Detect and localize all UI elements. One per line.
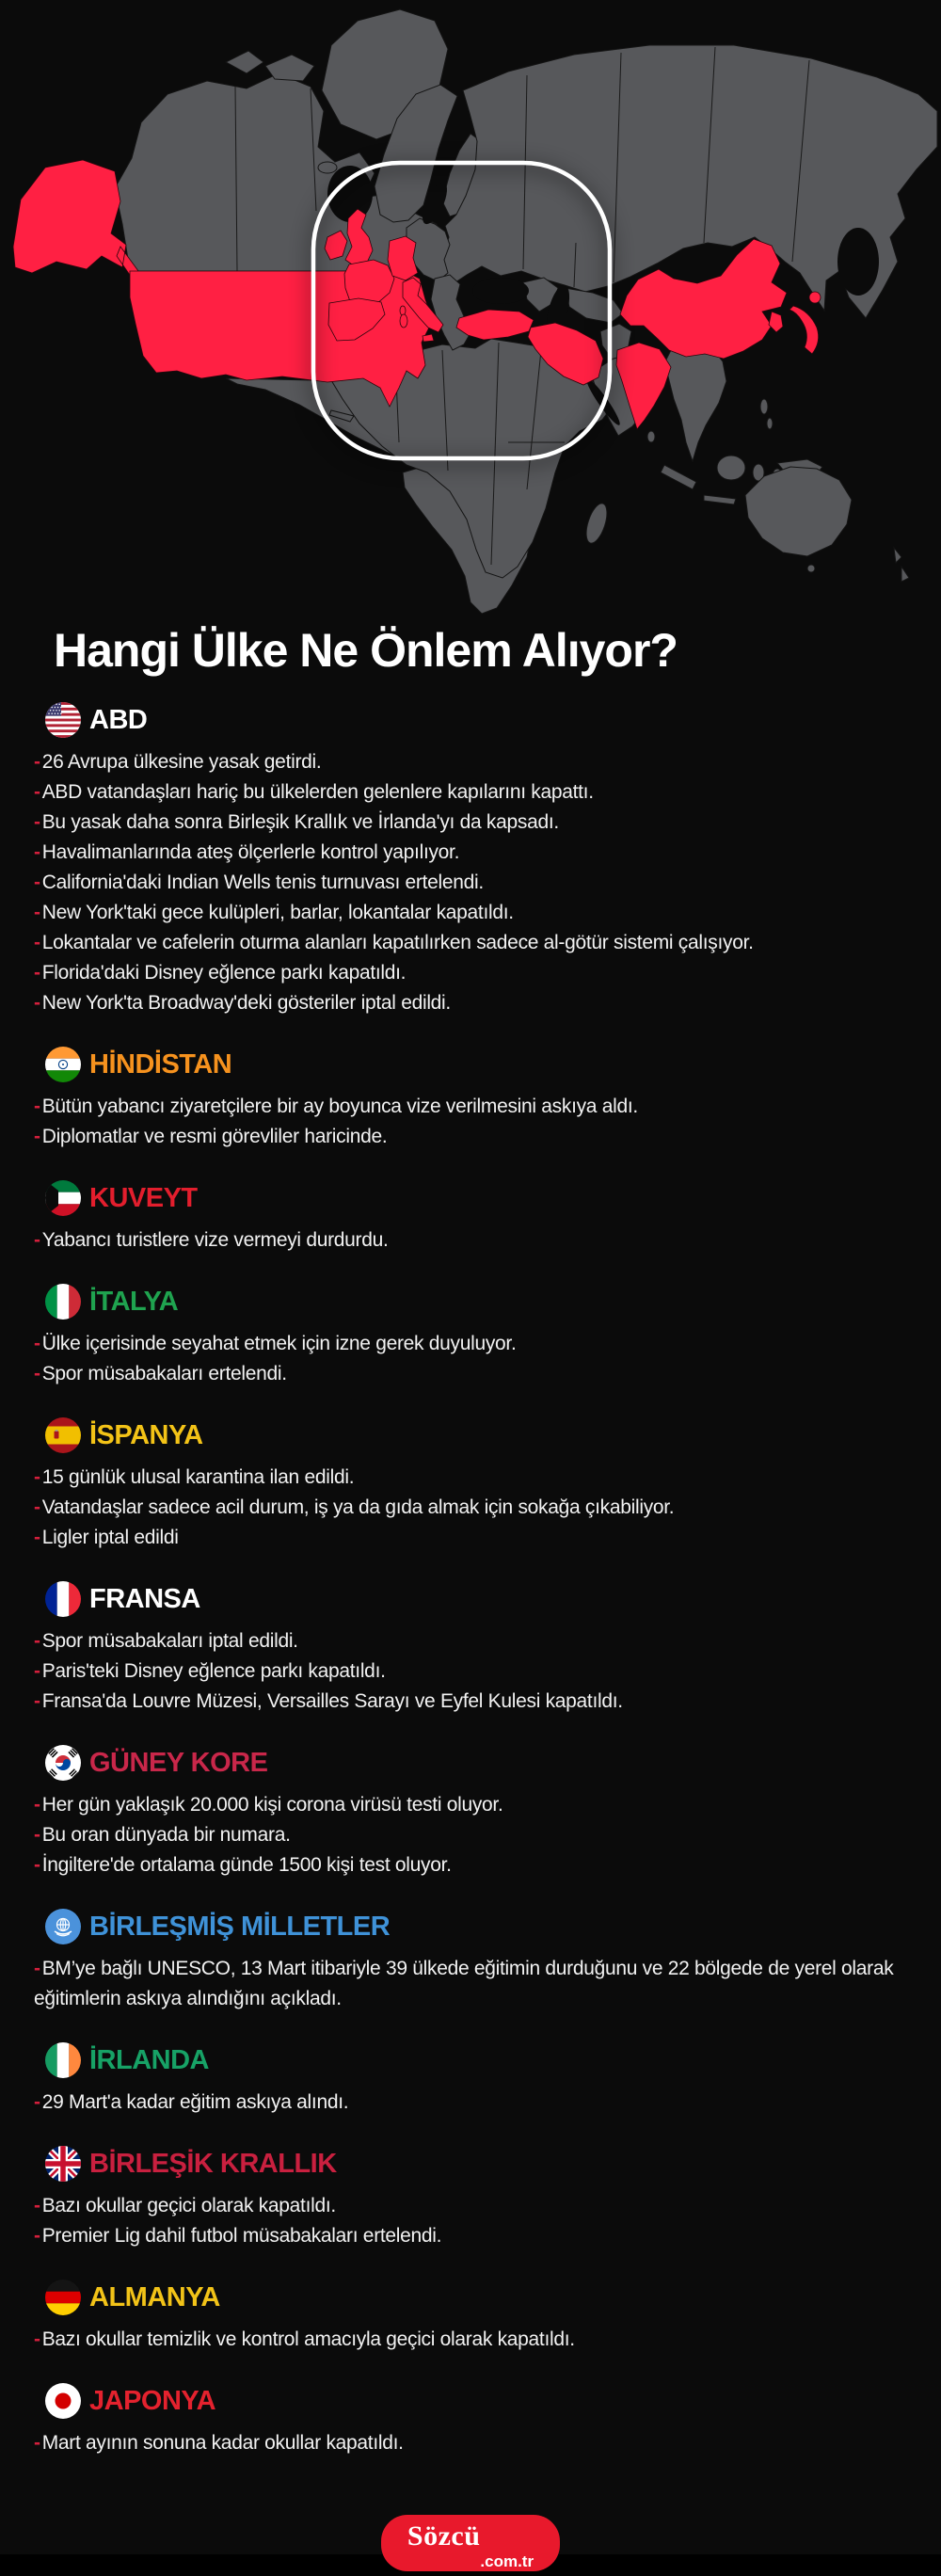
measure-item: [34, 1626, 903, 1656]
country-header: [45, 1909, 941, 1944]
country-name: İRLANDA: [89, 2045, 209, 2075]
sozcu-logo-text: Sözcü: [407, 2520, 481, 2552]
country-section-fransa: [0, 1581, 941, 1717]
bullet-dash: -: [34, 1660, 40, 1682]
country-name: İTALYA: [89, 1287, 179, 1317]
measure-text: Ligler iptal edildi: [41, 1527, 179, 1548]
country-section-birlesik-krallik: [0, 2146, 941, 2251]
map-sumatra: [661, 465, 696, 489]
measure-text: 15 günlük ulusal karantina ilan edildi.: [41, 1466, 355, 1488]
guney-kore-flag-icon: [45, 1745, 81, 1781]
country-section-italya: [0, 1284, 941, 1389]
measure-item: [34, 1359, 903, 1389]
country-header: [45, 1180, 941, 1216]
measure-text: Fransa'da Louvre Müzesi, Versailles Sarayı ve Eyfel Kulesi kapatıldı.: [41, 1690, 623, 1712]
measure-text: Paris'teki Disney eğlence parkı kapatıldı.: [41, 1660, 386, 1682]
country-header: [45, 2146, 941, 2182]
ispanya-flag-icon: [45, 1417, 81, 1453]
map-iceland: [318, 162, 337, 173]
bullet-dash: -: [34, 1466, 40, 1488]
map-philippines: [760, 399, 768, 414]
country-section-ispanya: [0, 1417, 941, 1553]
country-header: [45, 2042, 941, 2078]
map-japan: [789, 306, 819, 354]
map-arctic-islands: [226, 51, 314, 81]
bullet-dash: -: [34, 1958, 40, 1979]
bullet-dash: -: [34, 1126, 40, 1147]
bullet-dash: -: [34, 932, 40, 953]
measure-text: Havalimanlarında ateş ölçerlerle kontrol yapılıyor.: [41, 841, 460, 863]
measure-text: Bu yasak daha sonra Birleşik Krallık ve İrlanda'yı da kapsadı.: [41, 811, 559, 833]
measure-item: [34, 2221, 903, 2251]
bullet-dash: -: [34, 1496, 40, 1518]
bullet-dash: -: [34, 2225, 40, 2247]
country-header: [45, 702, 941, 738]
map-madagascar: [582, 501, 612, 545]
map-corsica: [400, 306, 406, 315]
measure-text: Bu oran dünyada bir numara.: [41, 1824, 291, 1846]
map-hokkaido: [809, 292, 821, 303]
measure-text: İngiltere'de ortalama günde 1500 kişi test oluyor.: [41, 1854, 452, 1876]
country-section-almanya: [0, 2280, 941, 2355]
measure-item: [34, 777, 903, 808]
measure-text: 29 Mart'a kadar eğitim askıya alındı.: [41, 2091, 349, 2113]
bullet-dash: -: [34, 1527, 40, 1548]
bullet-dash: -: [34, 1690, 40, 1712]
measure-item: [34, 1463, 903, 1493]
measure-item: [34, 747, 903, 777]
bullet-dash: -: [34, 902, 40, 923]
measure-text: Mart ayının sonuna kadar okullar kapatıldı.: [41, 2432, 404, 2454]
measure-list: [0, 2088, 922, 2118]
map-tasmania: [807, 565, 815, 572]
measure-item: [34, 1790, 903, 1820]
country-section-abd: [0, 702, 941, 1018]
measure-text: Premier Lig dahil futbol müsabakaları ertelendi.: [41, 2225, 442, 2247]
bullet-dash: -: [34, 781, 40, 803]
measure-text: Ülke içerisinde seyahat etmek için izne gerek duyuluyor.: [41, 1333, 517, 1354]
measure-text: California'daki Indian Wells tenis turnuvası ertelendi.: [41, 872, 484, 893]
measure-item: [34, 928, 903, 958]
irlanda-flag-icon: [45, 2042, 81, 2078]
country-section-kuveyt: [0, 1180, 941, 1256]
sozcu-logo: [381, 2515, 560, 2571]
measure-text: Bazı okullar geçici olarak kapatıldı.: [41, 2195, 336, 2216]
country-header: [45, 2280, 941, 2315]
measure-list: [0, 1329, 922, 1389]
bullet-dash: -: [34, 751, 40, 773]
measure-item: [34, 1687, 903, 1717]
bullet-dash: -: [34, 841, 40, 863]
page-title: Hangi Ülke Ne Önlem Alıyor?: [54, 624, 678, 677]
country-name: ALMANYA: [89, 2282, 220, 2312]
sozcu-logo-suffix: .com.tr: [480, 2552, 534, 2570]
country-section-japonya: [0, 2383, 941, 2458]
bullet-dash: -: [34, 2195, 40, 2216]
measure-list: [0, 2325, 922, 2355]
almanya-flag-icon: [45, 2280, 81, 2315]
measure-item: [34, 958, 903, 988]
measure-list: [0, 1463, 922, 1553]
bm-flag-icon: [45, 1909, 81, 1944]
country-name: KUVEYT: [89, 1183, 198, 1213]
country-name: BİRLEŞMİŞ MİLLETLER: [89, 1912, 391, 1942]
country-sections: [0, 702, 941, 2458]
measure-text: Yabancı turistlere vize vermeyi durdurdu.: [41, 1229, 389, 1251]
measure-item: [34, 868, 903, 898]
bullet-dash: -: [34, 1794, 40, 1816]
measure-text: Bazı okullar temizlik ve kontrol amacıyla geçici olarak kapatıldı.: [41, 2328, 575, 2350]
measure-list: [0, 1092, 922, 1152]
kuveyt-flag-icon: [45, 1180, 81, 1216]
measure-item: [34, 1329, 903, 1359]
map-black-sea: [472, 278, 529, 304]
measure-list: [0, 1626, 922, 1717]
bullet-dash: -: [34, 1363, 40, 1384]
japonya-flag-icon: [45, 2383, 81, 2419]
measure-item: [34, 988, 903, 1018]
bullet-dash: -: [34, 1333, 40, 1354]
world-map: [0, 0, 941, 612]
bullet-dash: -: [34, 2328, 40, 2350]
measure-item: [34, 1092, 903, 1122]
map-central-asia: [565, 288, 623, 323]
country-header: [45, 1047, 941, 1082]
country-section-hindistan: [0, 1047, 941, 1152]
abd-flag-icon: [45, 702, 81, 738]
map-sardinia: [400, 314, 407, 328]
bullet-dash: -: [34, 2091, 40, 2113]
measure-text: Florida'daki Disney eğlence parkı kapatıldı.: [41, 962, 407, 984]
measure-text: Lokantalar ve cafelerin oturma alanları kapatılırken sadece al-götür sistemi çalışıyor.: [41, 932, 754, 953]
country-name: ABD: [89, 705, 148, 735]
country-name: BİRLEŞİK KRALLIK: [89, 2149, 337, 2179]
measure-item: [34, 2325, 903, 2355]
map-philippines: [767, 418, 773, 429]
country-name: HİNDİSTAN: [89, 1049, 232, 1080]
italya-flag-icon: [45, 1284, 81, 1320]
map-south-korea: [769, 312, 783, 332]
measure-item: [34, 838, 903, 868]
country-header: [45, 1284, 941, 1320]
map-turkey: [456, 310, 534, 340]
measure-text: Vatandaşlar sadece acil durum, iş ya da gıda almak için sokağa çıkabiliyor.: [41, 1496, 675, 1518]
measure-item: [34, 898, 903, 928]
country-section-irlanda: [0, 2042, 941, 2118]
birlesik-krallik-flag-icon: [45, 2146, 81, 2182]
bullet-dash: -: [34, 1854, 40, 1876]
hindistan-flag-icon: [45, 1047, 81, 1082]
measure-item: [34, 1954, 903, 2014]
country-name: GÜNEY KORE: [89, 1748, 268, 1778]
measure-item: [34, 1656, 903, 1687]
measure-text: Spor müsabakaları iptal edildi.: [41, 1630, 298, 1652]
measure-item: [34, 1850, 903, 1880]
country-name: JAPONYA: [89, 2386, 216, 2416]
bullet-dash: -: [34, 1229, 40, 1251]
measure-text: New York'taki gece kulüpleri, barlar, lokantalar kapatıldı.: [41, 902, 514, 923]
measure-item: [34, 1523, 903, 1553]
map-australia: [745, 467, 852, 556]
measure-item: [34, 2088, 903, 2118]
measure-list: [0, 1225, 922, 1256]
country-section-guney-kore: [0, 1745, 941, 1880]
bullet-dash: -: [34, 2432, 40, 2454]
country-section-bm: [0, 1909, 941, 2014]
map-borneo: [717, 456, 745, 480]
measure-list: [0, 747, 922, 1018]
bullet-dash: -: [34, 962, 40, 984]
measure-text: New York'ta Broadway'deki gösteriler iptal edildi.: [41, 992, 451, 1014]
fransa-flag-icon: [45, 1581, 81, 1617]
measure-item: [34, 2191, 903, 2221]
country-header: [45, 1581, 941, 1617]
bullet-dash: -: [34, 1096, 40, 1117]
measure-item: [34, 808, 903, 838]
measure-list: [0, 2428, 922, 2458]
footer: [0, 2515, 941, 2570]
map-germany: [388, 236, 418, 280]
world-map-svg: [0, 0, 941, 612]
measure-item: [34, 1122, 903, 1152]
country-name: FRANSA: [89, 1584, 200, 1614]
measure-text: BM’ye bağlı UNESCO, 13 Mart itibariyle 39 ülkede eğitimin durduğunu ve 22 bölgede de yerel olarak eğitimlerin askıya alındığını açıkladı.: [34, 1958, 894, 2009]
bullet-dash: -: [34, 1630, 40, 1652]
country-name: İSPANYA: [89, 1420, 203, 1450]
bullet-dash: -: [34, 1824, 40, 1846]
measure-list: [0, 1954, 922, 2014]
bullet-dash: -: [34, 811, 40, 833]
measure-list: [0, 2191, 922, 2251]
measure-text: Spor müsabakaları ertelendi.: [41, 1363, 287, 1384]
measure-item: [34, 1493, 903, 1523]
map-java: [704, 495, 736, 504]
bullet-dash: -: [34, 872, 40, 893]
measure-text: Her gün yaklaşık 20.000 kişi corona virüsü testi oluyor.: [41, 1794, 503, 1816]
map-sea-of-okhotsk: [837, 228, 879, 296]
measure-text: Bütün yabancı ziyaretçilere bir ay boyunca vize verilmesini askıya aldı.: [41, 1096, 638, 1117]
map-new-zealand: [894, 548, 909, 582]
measure-text: ABD vatandaşları hariç bu ülkelerden gelenlere kapılarını kapattı.: [41, 781, 594, 803]
map-sri-lanka: [647, 431, 655, 442]
measure-item: [34, 1820, 903, 1850]
measure-text: Diplomatlar ve resmi görevliler haricinde.: [41, 1126, 388, 1147]
map-balkans: [431, 275, 471, 350]
measure-item: [34, 1225, 903, 1256]
country-header: [45, 1417, 941, 1453]
country-header: [45, 2383, 941, 2419]
measure-text: 26 Avrupa ülkesine yasak getirdi.: [41, 751, 322, 773]
measure-list: [0, 1790, 922, 1880]
country-header: [45, 1745, 941, 1781]
bullet-dash: -: [34, 992, 40, 1014]
measure-item: [34, 2428, 903, 2458]
